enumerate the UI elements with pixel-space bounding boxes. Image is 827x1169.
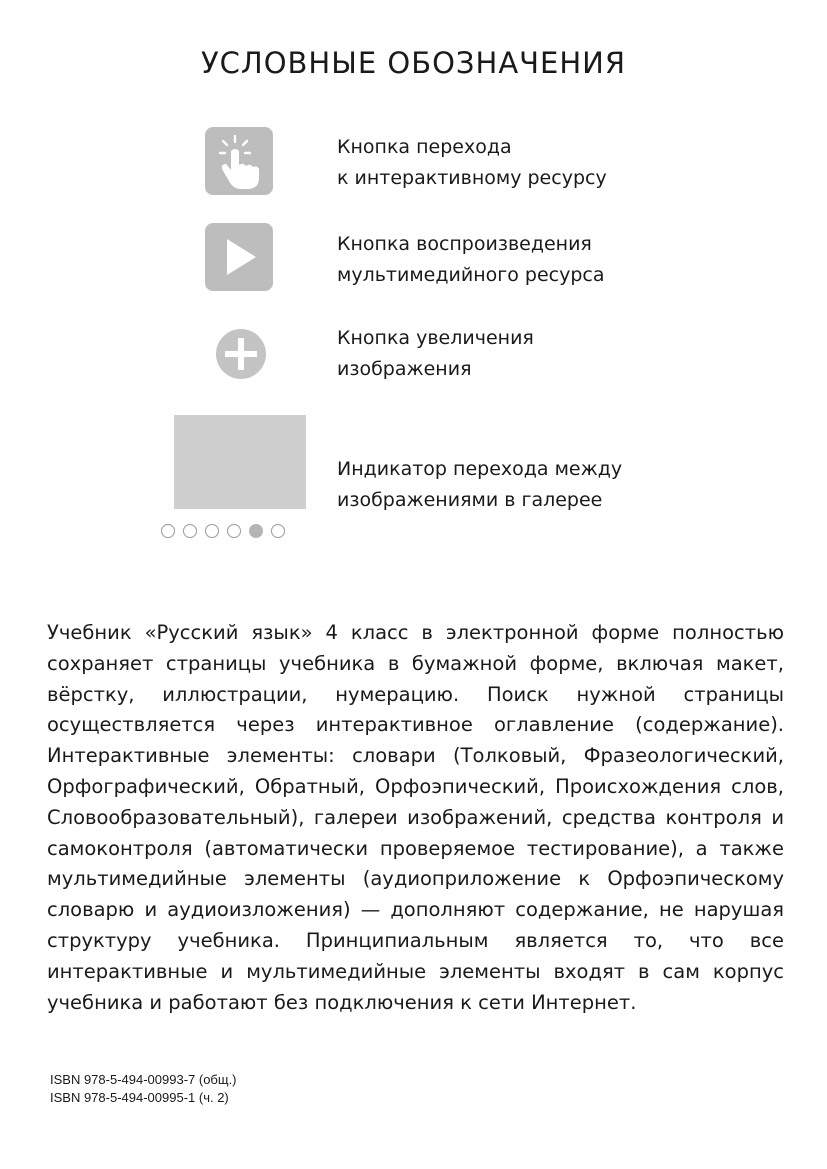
- isbn-part: ISBN 978-5-494-00995-1 (ч. 2): [50, 1090, 229, 1105]
- gallery-dot[interactable]: [161, 524, 175, 538]
- interactive-resource-button[interactable]: [205, 127, 273, 195]
- textbook-description: Учебник «Русский язык» 4 класс в электронной форме полностью сохраняет страницы учебника в бумажной форме, включая макет, вёрстку, иллюстрации, нумерацию. Поиск нужной страницы осуществляется через интерактивное оглавление (содержание). Интерактивные элементы: словари (Толковый, Фразеологический, Орфографический, Обратный, Орфоэпический, Происхождения слов, Словообразовательный), галереи изображений, средства контроля и самоконтроля (автоматически проверяемое тестирование), а также мультимедийные элементы (аудиоприложение к Орфоэпическому словарю и аудиоизложения) — дополняют содержание, не нарушая структуру учебника. Принципиальным является то, что все интерактивные и мультимедийные элементы входят в сам корпус учебника и работают без подключения к сети Интернет.: [47, 621, 784, 1014]
- legend-multimedia-text: Кнопка воспроизведения мультимедийного ресурса: [337, 233, 605, 286]
- gallery-image-placeholder: [174, 415, 306, 509]
- gallery-dot[interactable]: [205, 524, 219, 538]
- gallery-dot[interactable]: [227, 524, 241, 538]
- hand-pointer-icon: [205, 127, 273, 195]
- isbn-general: ISBN 978-5-494-00993-7 (общ.): [50, 1072, 237, 1087]
- legend-gallery-text: Индикатор перехода между изображениями в галерее: [337, 458, 623, 511]
- page-title: УСЛОВНЫЕ ОБОЗНАЧЕНИЯ: [200, 46, 627, 80]
- gallery-indicator-dots[interactable]: [161, 524, 285, 538]
- gallery-dot[interactable]: [183, 524, 197, 538]
- legend-zoom-text: Кнопка увеличения изображения: [337, 327, 534, 380]
- multimedia-play-button[interactable]: [205, 223, 273, 291]
- play-icon: [205, 223, 273, 291]
- zoom-plus-icon: [215, 328, 267, 380]
- zoom-image-button[interactable]: [215, 328, 267, 384]
- gallery-indicator-icon: [174, 415, 306, 509]
- legend-interactive-text: Кнопка перехода к интерактивному ресурсу: [337, 136, 607, 189]
- gallery-dot[interactable]: [271, 524, 285, 538]
- gallery-dot[interactable]: [249, 524, 263, 538]
